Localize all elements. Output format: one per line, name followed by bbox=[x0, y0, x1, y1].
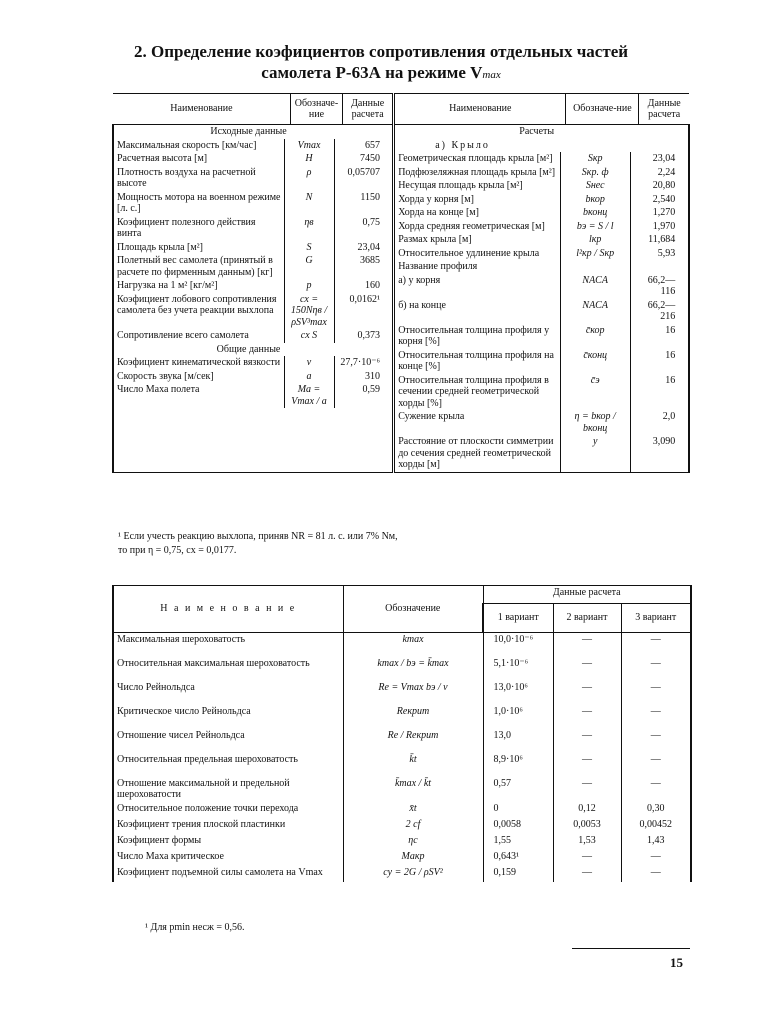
row-symbol: Reкрит bbox=[343, 705, 483, 729]
row-symbol: bэ = S / l bbox=[560, 220, 630, 234]
row-name: Хорда средняя геометрическая [м] bbox=[398, 220, 545, 232]
row-value: 0,75 bbox=[334, 216, 383, 241]
row-name: Относительная предельная шероховатость bbox=[113, 753, 343, 777]
row-value: 310 bbox=[334, 370, 383, 384]
row-v1: 0,159 bbox=[483, 866, 553, 882]
roughness-table bbox=[112, 585, 692, 882]
row-v2: 0,0053 bbox=[553, 818, 621, 834]
row-symbol: cy = 2G / ρSV² bbox=[343, 866, 483, 882]
row-name: Коэфициент лобового сопротивления самолета без учета реакции выхлопа bbox=[117, 293, 277, 316]
t2-header-v1: 1 вариант bbox=[483, 604, 553, 633]
row-symbol: c̄э bbox=[560, 374, 630, 411]
page-rule bbox=[572, 948, 690, 949]
row-name: Скорость звука [м/сек] bbox=[117, 370, 214, 382]
row-symbol: H bbox=[284, 152, 334, 166]
row-symbol bbox=[560, 260, 630, 274]
source-data-block bbox=[114, 125, 383, 408]
row-name: Геометрическая площадь крыла [м²] bbox=[398, 153, 553, 164]
table-row bbox=[395, 220, 678, 234]
col-header-data: Данные расчета bbox=[343, 94, 394, 125]
t2-header-v3: 3 вариант bbox=[621, 604, 691, 633]
table-row bbox=[114, 356, 383, 370]
t2-header-symbol: Обозначение bbox=[343, 586, 483, 633]
col-header-data2: Данные расчета bbox=[639, 94, 689, 125]
row-name: Относительная максимальная шероховатость bbox=[113, 657, 343, 681]
row-value: 5,93 bbox=[630, 247, 678, 261]
row-symbol: Re / Reкрит bbox=[343, 729, 483, 753]
row-v3: — bbox=[621, 777, 691, 802]
row-name: Коэфициент подъемной силы самолета на Vmax bbox=[113, 866, 343, 882]
row-symbol: x̄t bbox=[343, 802, 483, 818]
row-name: Коэфициент кинематической вязкости bbox=[117, 357, 281, 368]
row-v1: 0 bbox=[483, 802, 553, 818]
row-symbol: ν bbox=[284, 356, 334, 370]
subsection-heading: а) Крыло bbox=[435, 139, 490, 151]
row-name: Мощность мотора на военном режиме [л. с.] bbox=[117, 191, 281, 214]
footnote-2: ¹ Для pmin несж = 0,56. bbox=[145, 922, 245, 933]
table-row bbox=[114, 370, 383, 384]
table-row bbox=[114, 152, 383, 166]
row-symbol: NACA bbox=[560, 299, 630, 324]
row-value: 0,0162¹ bbox=[334, 293, 383, 330]
row-name: Сопротивление всего самолета bbox=[117, 330, 249, 341]
table-row bbox=[114, 216, 383, 241]
row-name: Несущая площадь крыла [м²] bbox=[398, 180, 523, 191]
row-v2: — bbox=[553, 657, 621, 681]
row-v1: 0,0058 bbox=[483, 818, 553, 834]
row-v3: — bbox=[621, 729, 691, 753]
table-row bbox=[395, 152, 678, 166]
row-symbol: NACA bbox=[560, 274, 630, 299]
row-value: 7450 bbox=[334, 152, 383, 166]
table-row bbox=[395, 206, 678, 220]
row-value: 0,59 bbox=[334, 383, 383, 408]
row-symbol: bкор bbox=[560, 193, 630, 207]
table-row bbox=[114, 241, 383, 255]
row-name: Хорда у корня [м] bbox=[398, 193, 474, 205]
calc-data-block bbox=[395, 125, 678, 472]
row-symbol: Sнес bbox=[560, 179, 630, 193]
row-v2: 1,53 bbox=[553, 834, 621, 850]
row-name: Максимальная скорость [км/час] bbox=[117, 139, 257, 151]
row-value: 20,80 bbox=[630, 179, 678, 193]
row-v2: — bbox=[553, 866, 621, 882]
row-v3: — bbox=[621, 753, 691, 777]
row-symbol: 2 cf bbox=[343, 818, 483, 834]
row-name: Плотность воздуха на расчетной высоте bbox=[117, 166, 256, 189]
row-value: 2,24 bbox=[630, 166, 678, 180]
table-row bbox=[395, 349, 678, 374]
row-name: Критическое число Рейнольдса bbox=[113, 705, 343, 729]
row-v3: — bbox=[621, 705, 691, 729]
row-value: 16 bbox=[630, 374, 678, 411]
row-name: Относительная толщина профиля на конце [%] bbox=[398, 349, 554, 372]
row-symbol: lкр bbox=[560, 233, 630, 247]
section-heading: Общие данные bbox=[216, 343, 281, 355]
section-row bbox=[114, 343, 383, 357]
row-symbol: c̄кор bbox=[560, 324, 630, 349]
table-row bbox=[395, 324, 678, 349]
row-v3: — bbox=[621, 633, 691, 657]
row-value: 1150 bbox=[334, 191, 383, 216]
row-symbol: y bbox=[560, 435, 630, 472]
row-name: Сужение крыла bbox=[398, 411, 465, 422]
table-row bbox=[113, 834, 691, 850]
table-row bbox=[113, 802, 691, 818]
row-symbol: c̄конц bbox=[560, 349, 630, 374]
t2-header-name: Н а и м е н о в а н и е bbox=[113, 586, 343, 633]
row-name: а) у корня bbox=[398, 274, 441, 286]
row-v1: 0,643¹ bbox=[483, 850, 553, 866]
row-symbol: cx = 150Nηв / ρSV³max bbox=[284, 293, 334, 330]
row-name: Расстояние от плоскости симметрии до сечения средней геометрической хорды [м] bbox=[398, 436, 554, 470]
row-v3: 0,00452 bbox=[621, 818, 691, 834]
row-name: Число Маха критическое bbox=[113, 850, 343, 866]
row-v2: — bbox=[553, 753, 621, 777]
row-name: Относительное положение точки перехода bbox=[113, 802, 343, 818]
table-row bbox=[113, 866, 691, 882]
row-value: 160 bbox=[334, 279, 383, 293]
col-header-symbol: Обозначе-ние bbox=[290, 94, 342, 125]
row-value: 3685 bbox=[334, 254, 383, 279]
row-value: 11,684 bbox=[630, 233, 678, 247]
row-symbol: η = bкор / bконц bbox=[560, 410, 630, 435]
table-row bbox=[395, 179, 678, 193]
row-v3: — bbox=[621, 866, 691, 882]
row-symbol: G bbox=[284, 254, 334, 279]
row-symbol: Sкр bbox=[560, 152, 630, 166]
row-symbol: k̄max / k̄t bbox=[343, 777, 483, 802]
row-v1: 0,57 bbox=[483, 777, 553, 802]
row-v1: 5,1·10⁻⁶ bbox=[483, 657, 553, 681]
row-symbol: Vmax bbox=[284, 139, 334, 153]
row-value: 23,04 bbox=[334, 241, 383, 255]
row-name: б) на конце bbox=[398, 299, 446, 311]
row-symbol: Ma = Vmax / a bbox=[284, 383, 334, 408]
row-v1: 13,0 bbox=[483, 729, 553, 753]
table-row bbox=[114, 166, 383, 191]
row-name: Размах крыла [м] bbox=[398, 234, 472, 245]
row-symbol: Sкр. ф bbox=[560, 166, 630, 180]
row-name: Нагрузка на 1 м² [кг/м²] bbox=[117, 280, 218, 291]
table-row bbox=[395, 299, 678, 324]
table-row bbox=[113, 753, 691, 777]
row-value: 3,090 bbox=[630, 435, 678, 472]
row-value: 2,0 bbox=[630, 410, 678, 435]
table-row bbox=[114, 329, 383, 343]
row-name: Максимальная шероховатость bbox=[113, 633, 343, 657]
row-v2: — bbox=[553, 705, 621, 729]
table-row bbox=[114, 293, 383, 330]
t2-header-data: Данные расчета bbox=[483, 586, 691, 604]
row-v1: 8,9·10⁶ bbox=[483, 753, 553, 777]
row-symbol: kmax / bэ = k̄max bbox=[343, 657, 483, 681]
section-row bbox=[114, 125, 383, 139]
row-value bbox=[630, 260, 678, 274]
page-title-line1: 2. Определение коэфициентов сопротивления отдельных частей bbox=[133, 42, 629, 61]
row-symbol: cx S bbox=[284, 329, 334, 343]
row-value: 657 bbox=[334, 139, 383, 153]
table-row bbox=[114, 191, 383, 216]
row-symbol: kmax bbox=[343, 633, 483, 657]
row-v3: — bbox=[621, 850, 691, 866]
table-row bbox=[113, 729, 691, 753]
footnote-1: ¹ Если учесть реакцию выхлопа, приняв NR = 81 л. с. или 7% Nм, то при η = 0,75, cx = 0,0177. bbox=[118, 531, 398, 556]
table-row bbox=[395, 410, 678, 435]
row-value: 16 bbox=[630, 324, 678, 349]
row-value: 66,2—116 bbox=[630, 274, 678, 299]
row-name: Хорда на конце [м] bbox=[398, 207, 479, 218]
row-name: Отношение чисел Рейнольдса bbox=[113, 729, 343, 753]
t2-header-v2: 2 вариант bbox=[553, 604, 621, 633]
row-symbol: Maкр bbox=[343, 850, 483, 866]
row-symbol: bконц bbox=[560, 206, 630, 220]
row-symbol: S bbox=[284, 241, 334, 255]
row-name: Коэфициент полезного действия винта bbox=[117, 216, 256, 239]
row-symbol: a bbox=[284, 370, 334, 384]
row-v2: — bbox=[553, 777, 621, 802]
row-v2: — bbox=[553, 681, 621, 705]
row-name: Относительная толщина профиля в сечении средней геометрической хорды [%] bbox=[398, 374, 549, 409]
row-name: Расчетная высота [м] bbox=[117, 153, 208, 164]
row-name: Коэфициент формы bbox=[113, 834, 343, 850]
table-row bbox=[395, 247, 678, 261]
row-v1: 10,0·10⁻⁶ bbox=[483, 633, 553, 657]
table-row bbox=[395, 193, 678, 207]
row-value: 1,970 bbox=[630, 220, 678, 234]
row-value: 23,04 bbox=[630, 152, 678, 166]
table-row bbox=[114, 139, 383, 153]
row-symbol: p bbox=[284, 279, 334, 293]
subsection-row bbox=[395, 139, 678, 153]
row-v3: 1,43 bbox=[621, 834, 691, 850]
table-row bbox=[113, 681, 691, 705]
row-name: Число Маха полета bbox=[117, 384, 200, 395]
table-row bbox=[114, 254, 383, 279]
row-symbol: k̄t bbox=[343, 753, 483, 777]
table-row bbox=[395, 233, 678, 247]
row-v2: — bbox=[553, 633, 621, 657]
table-row bbox=[113, 657, 691, 681]
row-v3: — bbox=[621, 657, 691, 681]
table-row bbox=[395, 374, 678, 411]
row-name: Полетный вес самолета (принятый в расчете по фирменным данным) [кг] bbox=[117, 255, 273, 278]
row-v3: 0,30 bbox=[621, 802, 691, 818]
row-symbol: ηc bbox=[343, 834, 483, 850]
row-symbol: Re = Vmax bэ / ν bbox=[343, 681, 483, 705]
section-heading: Исходные данные bbox=[210, 126, 287, 137]
row-v3: — bbox=[621, 681, 691, 705]
row-name: Название профиля bbox=[398, 261, 478, 272]
table-row bbox=[395, 166, 678, 180]
row-value: 1,270 bbox=[630, 206, 678, 220]
row-symbol: N bbox=[284, 191, 334, 216]
row-name: Коэфициент трения плоской пластинки bbox=[113, 818, 343, 834]
row-v1: 1,55 bbox=[483, 834, 553, 850]
row-name: Подфюзеляжная площадь крыла [м²] bbox=[398, 166, 556, 178]
row-value: 27,7·10⁻⁶ bbox=[334, 356, 383, 370]
page-number: 15 bbox=[670, 955, 683, 970]
section-row bbox=[395, 125, 678, 139]
row-v2: — bbox=[553, 850, 621, 866]
row-name: Площадь крыла [м²] bbox=[117, 241, 203, 253]
table-row bbox=[113, 850, 691, 866]
row-value: 66,2—216 bbox=[630, 299, 678, 324]
table-row bbox=[113, 705, 691, 729]
wing-data-table bbox=[112, 93, 690, 473]
section-heading: Расчеты bbox=[519, 126, 555, 137]
col-header-name2: Наименование bbox=[394, 94, 566, 125]
row-symbol: l²кр / Sкр bbox=[560, 247, 630, 261]
table-row bbox=[113, 633, 691, 657]
row-value: 0,373 bbox=[334, 329, 383, 343]
row-v2: 0,12 bbox=[553, 802, 621, 818]
page-title-line2: самолета Р-63А на режиме Vmax bbox=[261, 63, 501, 82]
table-row bbox=[113, 777, 691, 802]
row-symbol: ηв bbox=[284, 216, 334, 241]
row-name: Относительная толщина профиля у корня [%] bbox=[398, 324, 550, 347]
row-name: Относительное удлинение крыла bbox=[398, 247, 540, 259]
col-header-symbol2: Обозначе-ние bbox=[566, 94, 639, 125]
table-row bbox=[395, 274, 678, 299]
row-symbol: ρ bbox=[284, 166, 334, 191]
table-row bbox=[114, 279, 383, 293]
row-v1: 1,0·10⁶ bbox=[483, 705, 553, 729]
row-value: 2,540 bbox=[630, 193, 678, 207]
col-header-name: Наименование bbox=[113, 94, 290, 125]
table-row bbox=[114, 383, 383, 408]
row-value: 0,05707 bbox=[334, 166, 383, 191]
row-v1: 13,0·10⁶ bbox=[483, 681, 553, 705]
table-row bbox=[395, 435, 678, 472]
row-name: Отношение максимальной и предельной шероховатости bbox=[113, 777, 343, 802]
table-row bbox=[395, 260, 678, 274]
row-name: Число Рейнольдса bbox=[113, 681, 343, 705]
row-v2: — bbox=[553, 729, 621, 753]
table-row bbox=[113, 818, 691, 834]
row-value: 16 bbox=[630, 349, 678, 374]
